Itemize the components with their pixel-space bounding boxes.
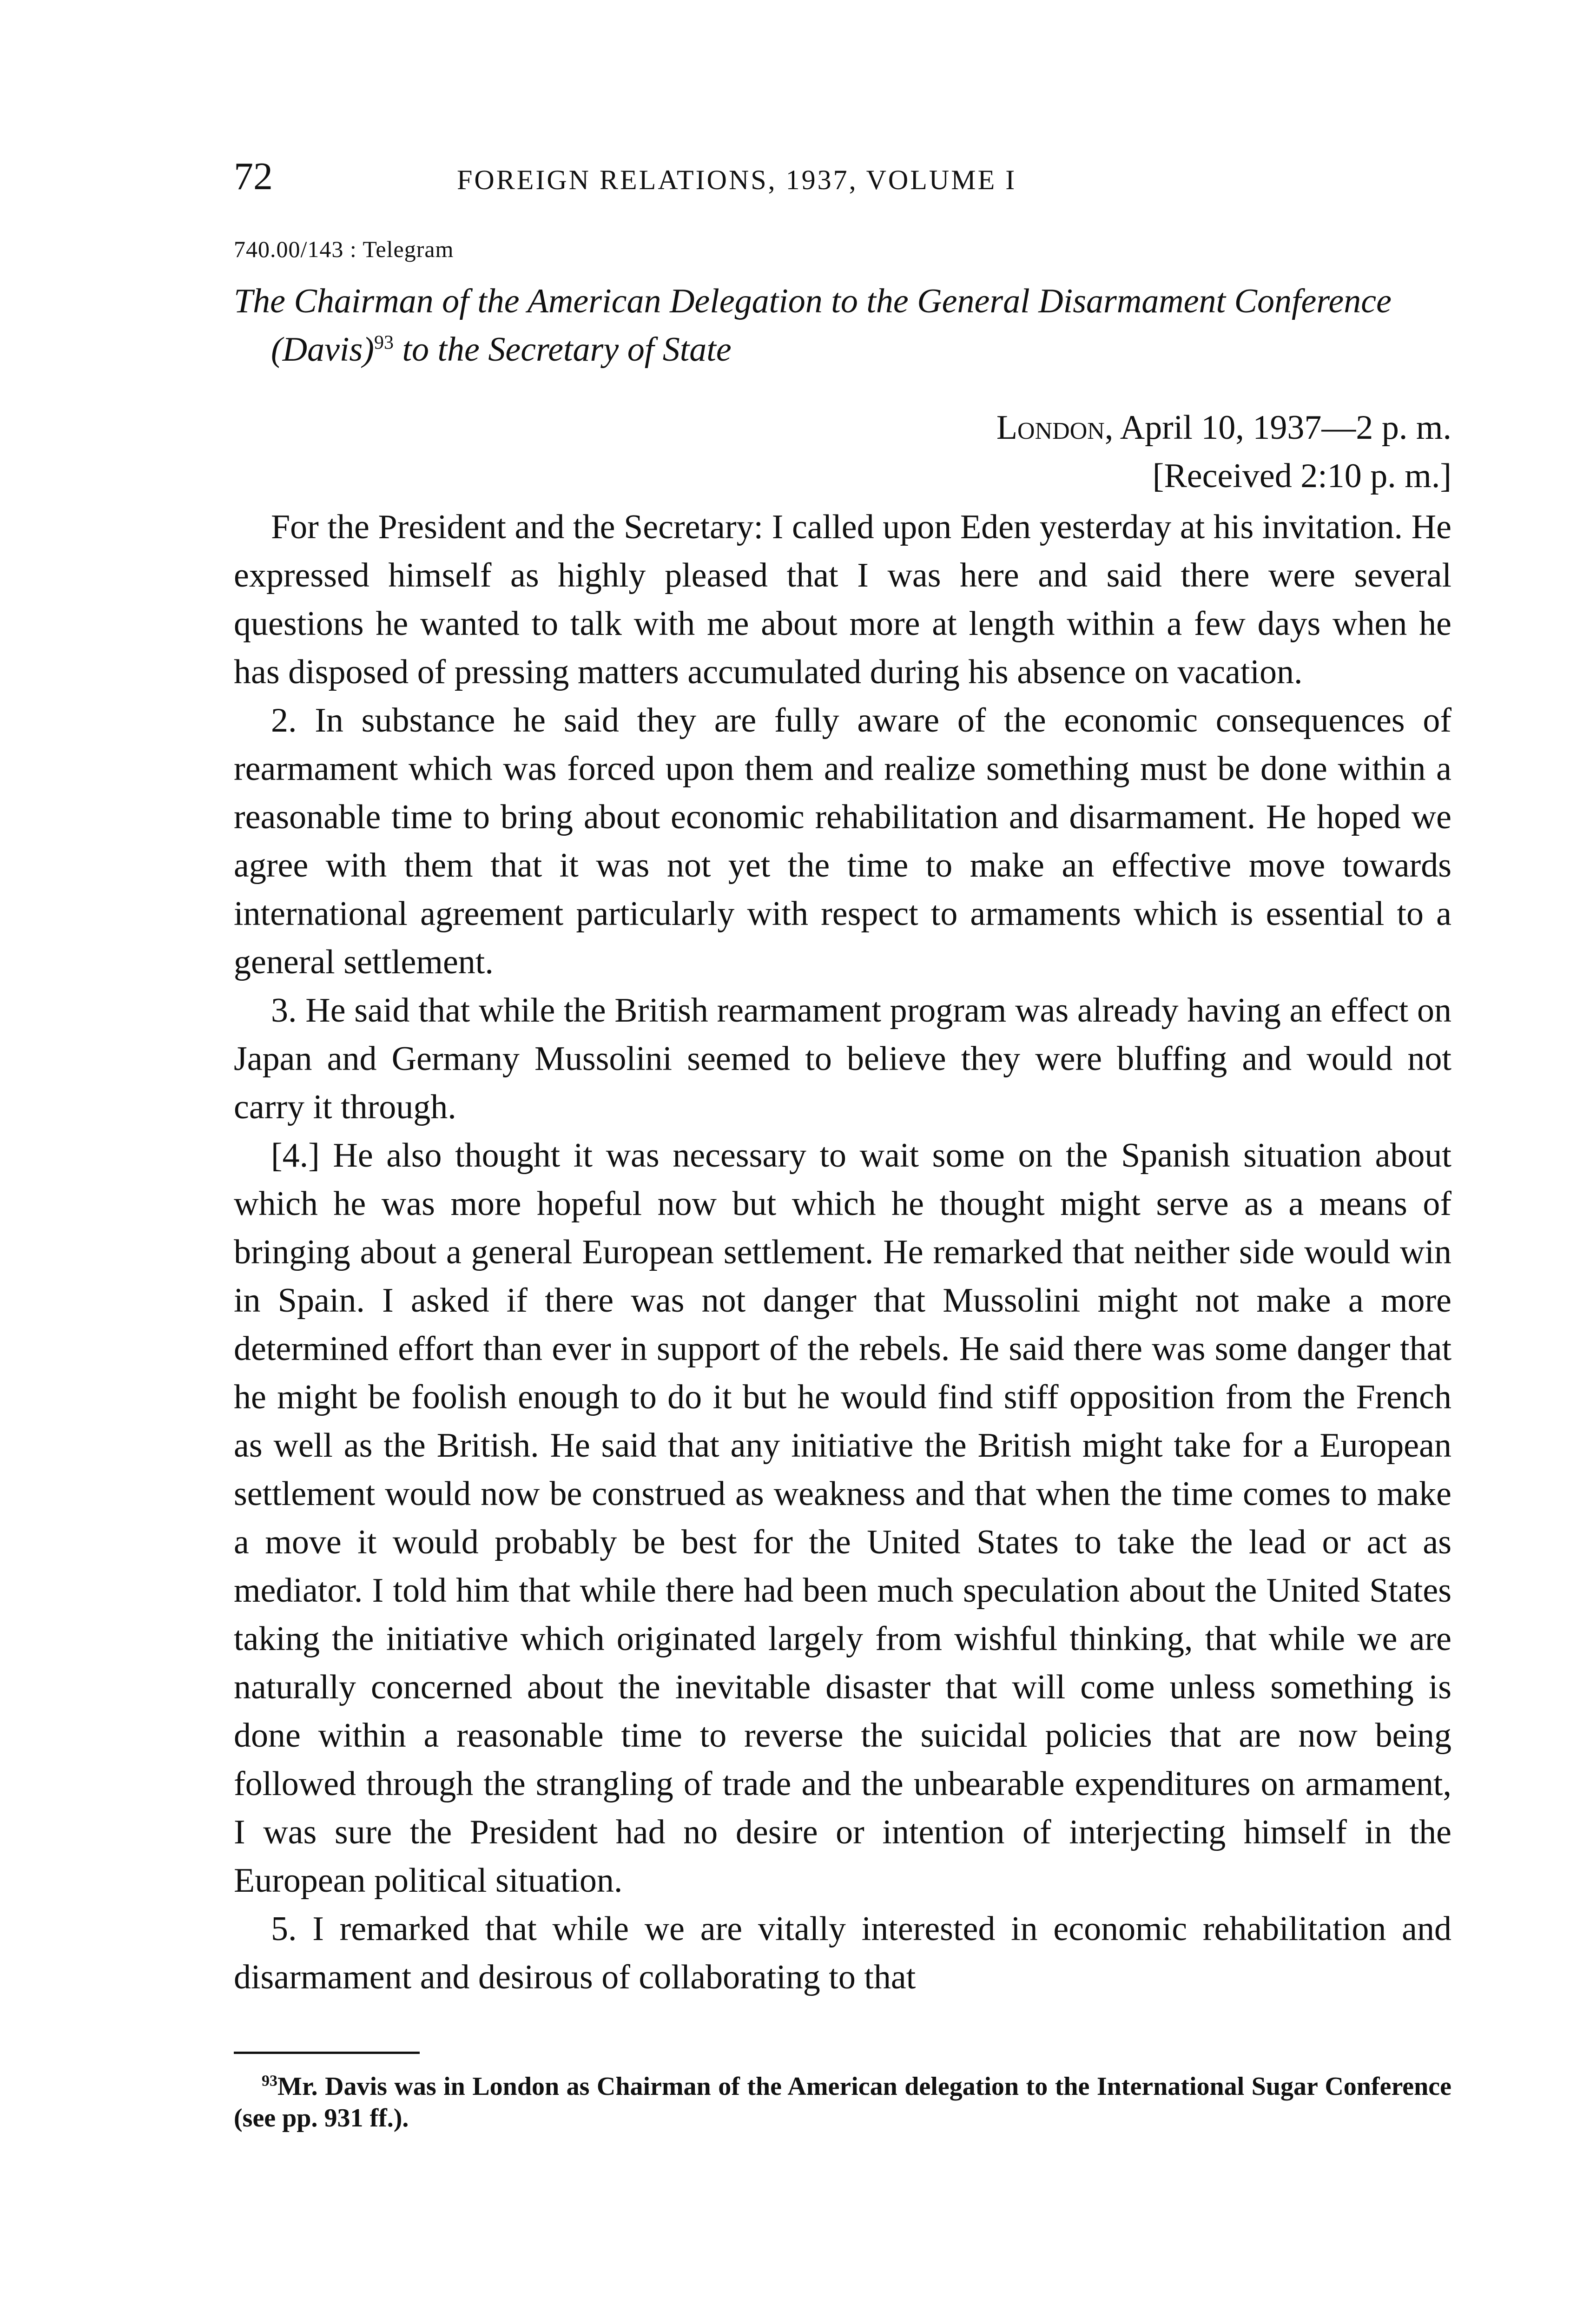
footnote-marker: 93 <box>262 2072 277 2090</box>
footnote-divider <box>234 2052 420 2054</box>
footnote-text: Mr. Davis was in London as Chairman of the American delegation to the International Sugar Conference (see pp. 931 ff.). <box>234 2072 1451 2133</box>
dateline <box>234 403 1451 500</box>
page <box>234 153 1451 2134</box>
paragraph-2: 2. In substance he said they are fully aware of the economic consequences of rearmament which was forced upon them and realize something must be done within a reasonable time to bring about economic rehabilitation and disarmament. He hoped we agree with them that it was not yet the time to make an effective move towards international agreement particularly with respect to armaments which is essential to a general settlement. <box>234 701 1451 981</box>
footnote <box>234 2071 1451 2134</box>
running-head: FOREIGN RELATIONS, 1937, VOLUME I <box>457 165 1017 195</box>
footnote-reference: 93 <box>374 332 394 354</box>
document-title-main: The Chairman of the American Delegation to the General Disarmament Conference (Davis) <box>234 282 1392 369</box>
page-number: 72 <box>234 155 273 198</box>
page-header <box>234 153 1451 214</box>
document-title <box>234 277 1451 374</box>
paragraph-3: 3. He said that while the British rearmament program was already having an effect on Japan and Germany Mussolini seemed to believe they were bluffing and would not carry it through. <box>234 991 1451 1126</box>
telegram-body <box>234 503 1451 2001</box>
file-reference: 740.00/143 : Telegram <box>234 236 454 262</box>
paragraph-1: For the President and the Secretary: I called upon Eden yesterday at his invitation. He expressed himself as highly pleased that I was here and said there were several questions he wanted to talk with me about more at length within a few days when he has disposed of pressing matters accumulated during his absence on vacation. <box>234 508 1451 691</box>
paragraph-5: 5. I remarked that while we are vitally interested in economic rehabilitation and disarmament and desirous of collaborating to that <box>234 1910 1451 1996</box>
dateline-place: London <box>996 409 1105 447</box>
paragraph-4: [4.] He also thought it was necessary to wait some on the Spanish situation about which he was more hopeful now but which he thought might serve as a means of bringing about a general European settlement. He remarked that neither side would win in Spain. I asked if there was not danger that Mussolini might not make a more determined effort than ever in support of the rebels. He said there was some danger that he might be foolish enough to do it but he would find stiff opposition from the French as well as the British. He said that any initiative the British might take for a European settlement would now be construed as weakness and that when the time comes to make a move it would probably be best for the United States to take the lead or act as mediator. I told him that while there had been much speculation about the United States taking the initiative which originated largely from wishful thinking, that while we are naturally concerned about the inevitable disaster that will come unless something is done within a reasonable time to reverse the suicidal policies that are now being followed through the strangling of trade and the unbearable expenditures on armament, I was sure the President had no desire or intention of interjecting himself in the European political situation. <box>234 1136 1451 1900</box>
received-time: [Received 2:10 p. m.] <box>1152 457 1451 495</box>
dateline-date: , April 10, 1937—2 p. m. <box>1104 409 1451 447</box>
document-title-recipient: to the Secretary of State <box>393 330 732 369</box>
